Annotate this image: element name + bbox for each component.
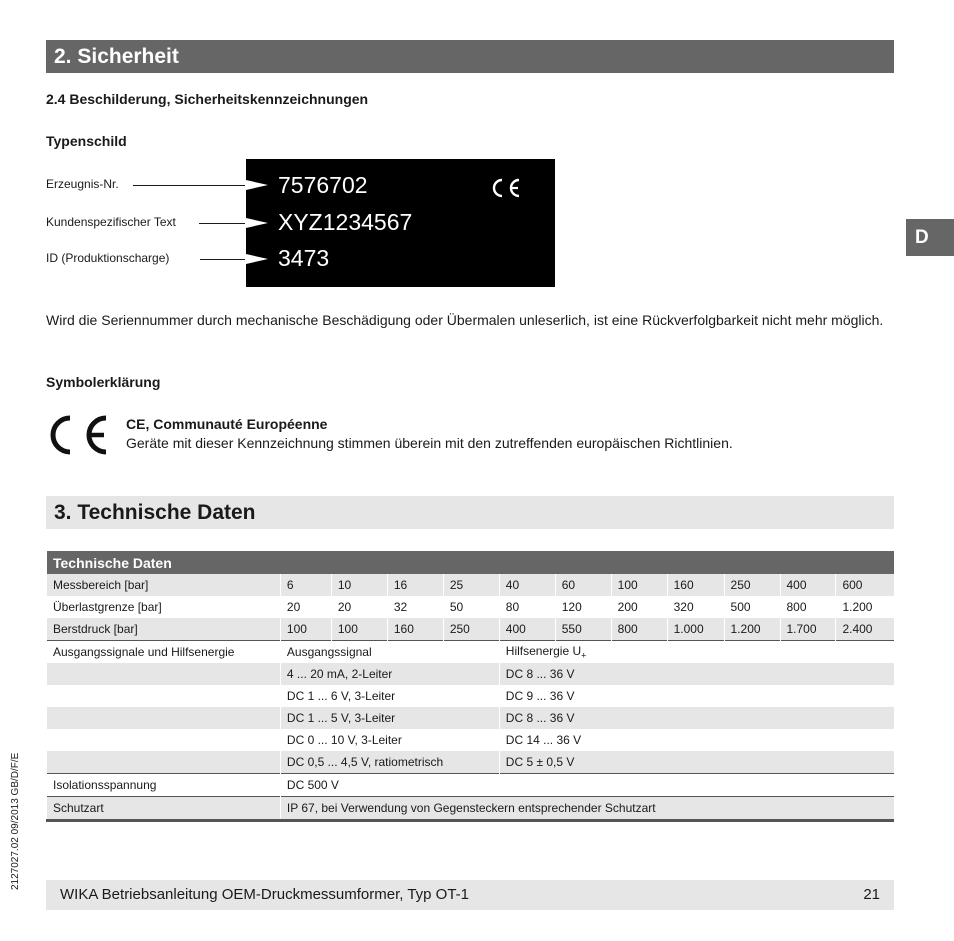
cell: 160 [387,618,443,641]
leader-line [199,223,245,224]
row-label [47,663,281,685]
hilfsenergie-label: Hilfsenergie U [505,643,582,658]
cell: 20 [280,596,331,618]
table-row [47,797,895,821]
hilfsenergie-sub: + [581,650,587,661]
cell: 1.700 [780,618,836,641]
row-label: Berstdruck [bar] [47,618,281,641]
leader-line [200,259,245,260]
cell: 32 [387,596,443,618]
arrow-icon [246,218,268,228]
cell: 600 [836,574,894,596]
section-3-title: 3. Technische Daten [46,496,894,529]
cell: 1.200 [724,618,780,641]
cell: 120 [555,596,611,618]
cell: 6 [280,574,331,596]
table-row [47,751,895,774]
plate-label-id: ID (Produktionscharge) [46,251,170,265]
footer-text: WIKA Betriebsanleitung OEM-Druckmessumformer, Typ OT-1 [60,886,470,903]
cell: DC 8 ... 36 V [499,663,894,685]
table-row [47,574,895,596]
cell: DC 5 ± 0,5 V [499,751,894,774]
plate-label-kunden: Kundenspezifischer Text [46,215,176,229]
cell: 4 ... 20 mA, 2-Leiter [280,663,499,685]
cell: 320 [667,596,724,618]
ce-mark-icon [44,413,110,457]
cell: 20 [331,596,387,618]
serial-warning-text: Wird die Seriennummer durch mechanische Beschädigung oder Übermalen unleserlich, ist eine Rückverfolgbarkeit nicht mehr möglich. [46,312,884,328]
arrow-icon [246,180,268,190]
cell: 400 [499,618,555,641]
cell: 100 [611,574,667,596]
section-2-title: 2. Sicherheit [46,40,894,73]
cell: DC 500 V [280,774,894,797]
typenschild-title: Typenschild [46,133,127,149]
table-row [47,774,895,797]
type-plate [246,159,555,287]
page-number: 21 [863,886,880,903]
cell: DC 14 ... 36 V [499,729,894,751]
plate-label-erzeugnis: Erzeugnis-Nr. [46,177,119,191]
table-row [47,618,895,641]
cell: 40 [499,574,555,596]
row-label [47,751,281,774]
plate-erzeugnis-nr: 7576702 [278,172,368,198]
leader-line [133,185,245,186]
table-row [47,707,895,729]
cell: 250 [443,618,499,641]
cell: 800 [780,596,836,618]
cell: DC 9 ... 36 V [499,685,894,707]
table-row [47,685,895,707]
cell: 60 [555,574,611,596]
cell: Ausgangssignal [280,641,499,664]
cell: 160 [667,574,724,596]
cell: DC 0 ... 10 V, 3-Leiter [280,729,499,751]
cell: 16 [387,574,443,596]
table-row [47,596,895,618]
arrow-icon [246,254,268,264]
cell: DC 1 ... 5 V, 3-Leiter [280,707,499,729]
cell: 10 [331,574,387,596]
row-label: Schutzart [47,797,281,821]
cell: 250 [724,574,780,596]
table-row [47,641,895,664]
row-label: Isolationsspannung [47,774,281,797]
row-label [47,707,281,729]
cell: DC 8 ... 36 V [499,707,894,729]
plate-id: 3473 [278,245,330,271]
tech-data-table [46,551,894,822]
document-code [10,720,24,890]
page-footer [46,880,894,910]
cell [499,641,894,664]
row-label [47,685,281,707]
row-label [47,729,281,751]
document-code-text: 2127027.02 09/2013 GB/D/F/E [10,752,21,890]
table-header-row [47,551,895,574]
table-row [47,663,895,685]
cell: 800 [611,618,667,641]
ce-title: CE, Communauté Européenne [126,416,328,432]
cell: 1.000 [667,618,724,641]
row-label: Überlastgrenze [bar] [47,596,281,618]
row-label: Ausgangssignale und Hilfsenergie [47,641,281,664]
cell: IP 67, bei Verwendung von Gegensteckern entsprechender Schutzart [280,797,894,821]
cell: 200 [611,596,667,618]
cell: 50 [443,596,499,618]
plate-kunden-text: XYZ1234567 [278,209,413,235]
cell: 1.200 [836,596,894,618]
cell: 100 [331,618,387,641]
row-label: Messbereich [bar] [47,574,281,596]
table-row [47,729,895,751]
subsection-2-4-title: 2.4 Beschilderung, Sicherheitskennzeichnungen [46,91,369,107]
cell: 25 [443,574,499,596]
cell: DC 1 ... 6 V, 3-Leiter [280,685,499,707]
cell: 550 [555,618,611,641]
cell: 80 [499,596,555,618]
table-header: Technische Daten [47,551,895,574]
ce-mark-icon [488,177,524,199]
cell: 400 [780,574,836,596]
cell: 500 [724,596,780,618]
ce-description: Geräte mit dieser Kennzeichnung stimmen überein mit den zutreffenden europäischen Richtlinien. [126,435,733,451]
cell: 100 [280,618,331,641]
language-tab: D [906,219,954,256]
cell: DC 0,5 ... 4,5 V, ratiometrisch [280,751,499,774]
symbol-title: Symbolerklärung [46,374,161,390]
cell: 2.400 [836,618,894,641]
